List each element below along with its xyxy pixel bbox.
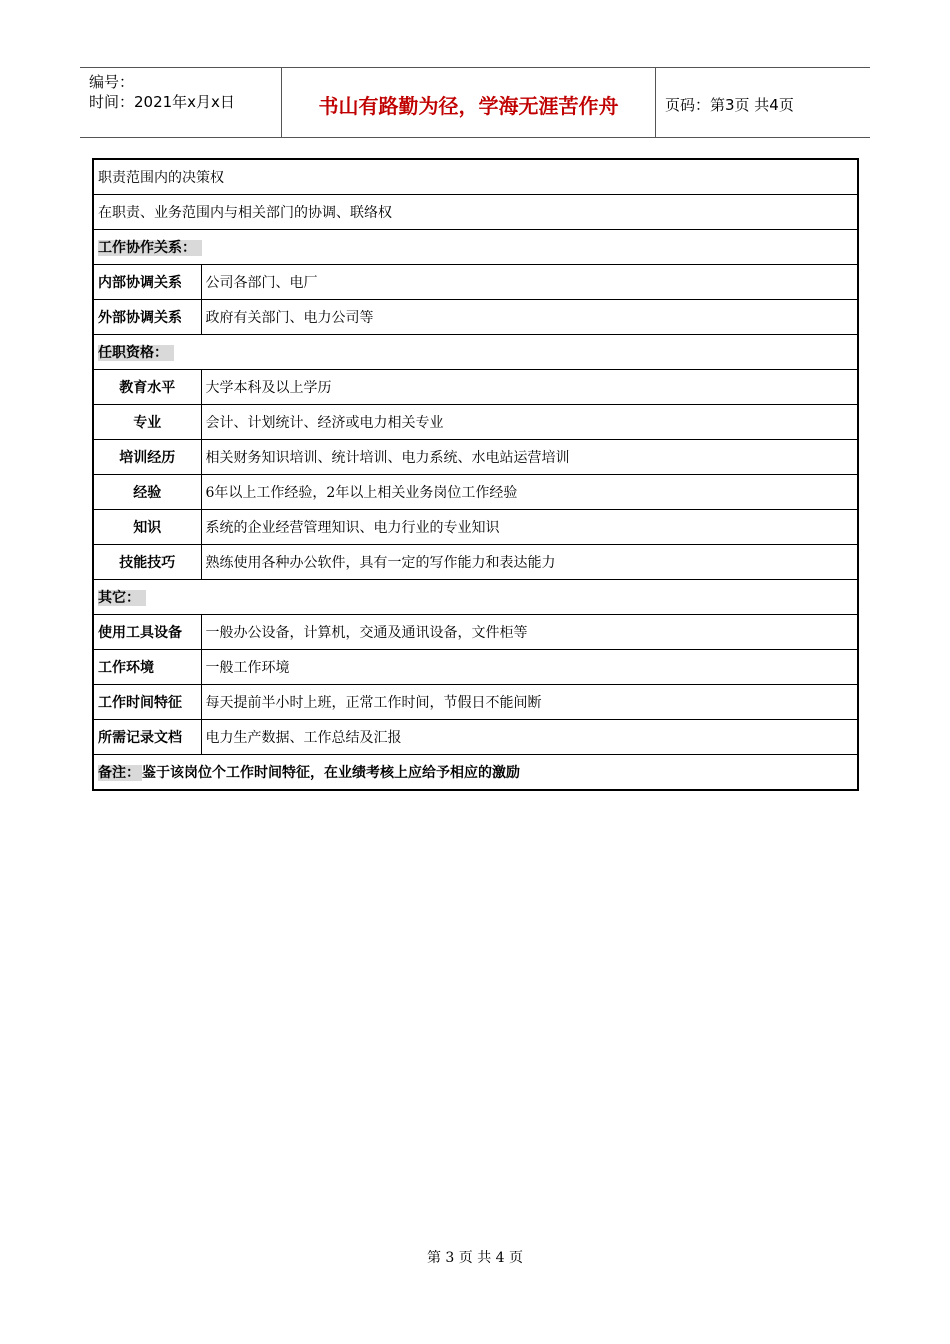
row-label: 外部协调关系 bbox=[93, 300, 201, 335]
section-title: 任职资格： bbox=[98, 345, 174, 361]
section-cooperation bbox=[93, 230, 858, 265]
header-left-cell bbox=[80, 68, 281, 137]
table-row bbox=[93, 545, 858, 580]
row-label: 培训经历 bbox=[93, 440, 201, 475]
row-label: 工作时间特征 bbox=[93, 685, 201, 720]
row-value: 大学本科及以上学历 bbox=[201, 370, 858, 405]
section-title: 工作协作关系： bbox=[98, 240, 202, 256]
row-value: 公司各部门、电厂 bbox=[201, 265, 858, 300]
table-row bbox=[93, 615, 858, 650]
row-value: 6年以上工作经验，2年以上相关业务岗位工作经验 bbox=[201, 475, 858, 510]
row-label: 知识 bbox=[93, 510, 201, 545]
remark-text: 鉴于该岗位个工作时间特征，在业绩考核上应给予相应的激励 bbox=[142, 765, 520, 781]
table-row bbox=[93, 405, 858, 440]
row-label: 内部协调关系 bbox=[93, 265, 201, 300]
row-value: 系统的企业经营管理知识、电力行业的专业知识 bbox=[201, 510, 858, 545]
authority-text: 在职责、业务范围内与相关部门的协调、联络权 bbox=[93, 195, 858, 230]
job-description-table bbox=[92, 158, 859, 791]
authority-row bbox=[93, 195, 858, 230]
remark-row bbox=[93, 755, 858, 791]
header-page-info: 页码：第3页 共4页 bbox=[665, 96, 794, 114]
header-middle-cell bbox=[281, 68, 656, 137]
row-value: 政府有关部门、电力公司等 bbox=[201, 300, 858, 335]
section-other bbox=[93, 580, 858, 615]
section-qualification bbox=[93, 335, 858, 370]
row-label: 工作环境 bbox=[93, 650, 201, 685]
authority-row bbox=[93, 159, 858, 195]
table-row bbox=[93, 510, 858, 545]
header-motto: 书山有路勤为径，学海无涯苦作舟 bbox=[318, 94, 619, 118]
authority-text: 职责范围内的决策权 bbox=[93, 159, 858, 195]
table-row bbox=[93, 440, 858, 475]
row-value: 每天提前半小时上班，正常工作时间，节假日不能间断 bbox=[201, 685, 858, 720]
document-time-label: 时间：2021年x月x日 bbox=[89, 93, 235, 111]
table-row bbox=[93, 265, 858, 300]
page-header bbox=[80, 67, 870, 138]
document-number-label: 编号： bbox=[89, 73, 135, 91]
row-label: 教育水平 bbox=[93, 370, 201, 405]
page-footer: 第 3 页 共 4 页 bbox=[426, 1250, 524, 1266]
row-value: 一般办公设备，计算机，交通及通讯设备，文件柜等 bbox=[201, 615, 858, 650]
row-label: 经验 bbox=[93, 475, 201, 510]
row-value: 一般工作环境 bbox=[201, 650, 858, 685]
row-value: 会计、计划统计、经济或电力相关专业 bbox=[201, 405, 858, 440]
table-row bbox=[93, 370, 858, 405]
header-right-cell bbox=[655, 68, 870, 137]
row-label: 专业 bbox=[93, 405, 201, 440]
row-value: 相关财务知识培训、统计培训、电力系统、水电站运营培训 bbox=[201, 440, 858, 475]
table-row bbox=[93, 720, 858, 755]
table-row bbox=[93, 685, 858, 720]
row-label: 使用工具设备 bbox=[93, 615, 201, 650]
row-value: 电力生产数据、工作总结及汇报 bbox=[201, 720, 858, 755]
table-row bbox=[93, 650, 858, 685]
table-row bbox=[93, 300, 858, 335]
table-row bbox=[93, 475, 858, 510]
row-label: 所需记录文档 bbox=[93, 720, 201, 755]
section-title: 其它： bbox=[98, 590, 146, 606]
row-value: 熟练使用各种办公软件，具有一定的写作能力和表达能力 bbox=[201, 545, 858, 580]
remark-label: 备注： bbox=[98, 765, 140, 781]
row-label: 技能技巧 bbox=[93, 545, 201, 580]
